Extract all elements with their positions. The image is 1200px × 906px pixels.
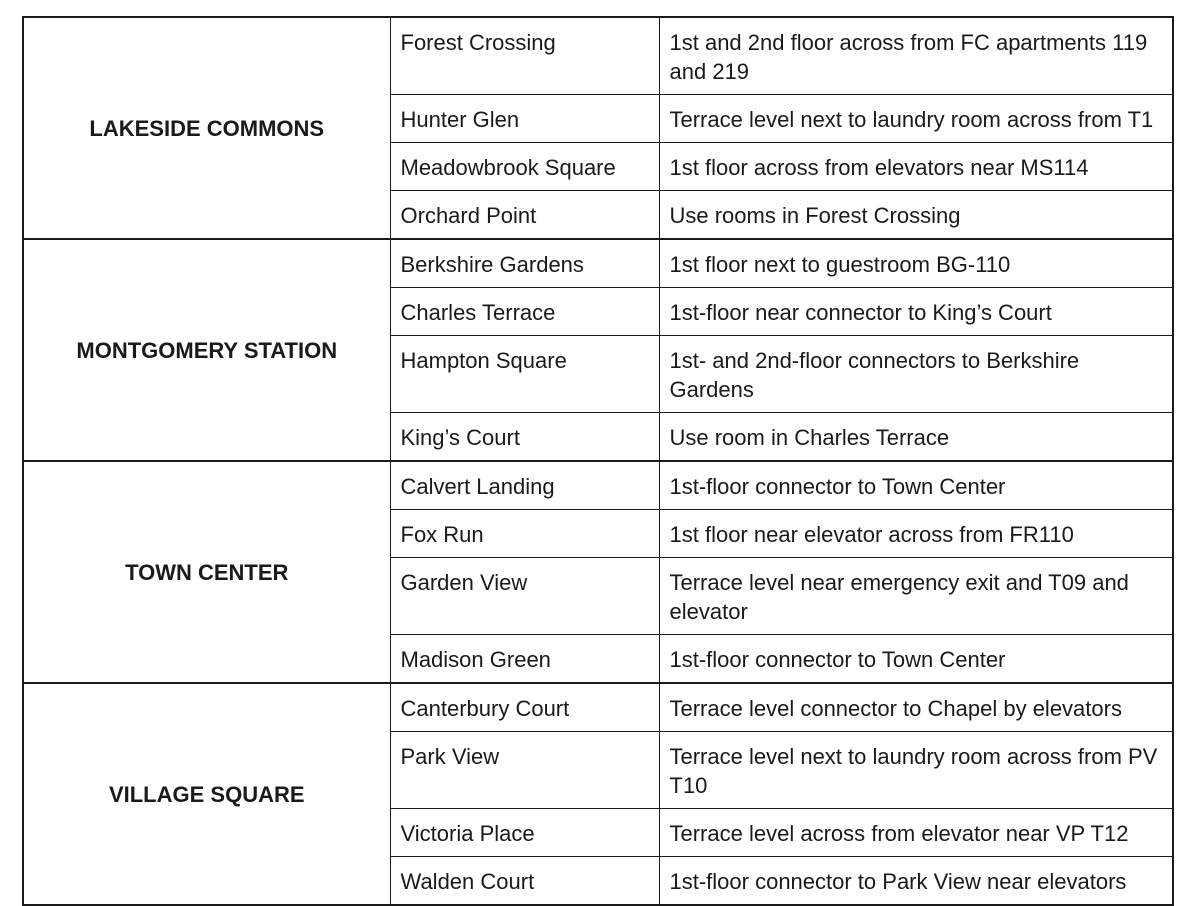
community-name: VILLAGE SQUARE [23, 683, 390, 905]
table-row [23, 461, 1173, 510]
community-name: TOWN CENTER [23, 461, 390, 683]
building-name: Calvert Landing [390, 461, 659, 510]
location-description: Terrace level near emergency exit and T09 and elevator [659, 558, 1173, 635]
location-description: 1st- and 2nd-floor connectors to Berkshire Gardens [659, 336, 1173, 413]
building-name: Forest Crossing [390, 17, 659, 95]
building-name: Meadowbrook Square [390, 143, 659, 191]
location-description: 1st floor next to guestroom BG-110 [659, 239, 1173, 288]
building-name: Hunter Glen [390, 95, 659, 143]
location-description: Terrace level next to laundry room across from PV T10 [659, 732, 1173, 809]
location-description: 1st-floor near connector to King’s Court [659, 288, 1173, 336]
building-name: Walden Court [390, 857, 659, 906]
building-name: Fox Run [390, 510, 659, 558]
building-name: Canterbury Court [390, 683, 659, 732]
location-description: Terrace level next to laundry room across from T1 [659, 95, 1173, 143]
building-name: King’s Court [390, 413, 659, 462]
building-name: Park View [390, 732, 659, 809]
location-description: Use room in Charles Terrace [659, 413, 1173, 462]
table-row [23, 17, 1173, 95]
building-name: Hampton Square [390, 336, 659, 413]
location-description: 1st floor across from elevators near MS114 [659, 143, 1173, 191]
building-name: Madison Green [390, 635, 659, 684]
building-name: Victoria Place [390, 809, 659, 857]
building-name: Orchard Point [390, 191, 659, 240]
location-description: 1st-floor connector to Town Center [659, 635, 1173, 684]
locations-table [22, 16, 1174, 906]
location-description: 1st and 2nd floor across from FC apartments 119 and 219 [659, 17, 1173, 95]
location-description: 1st-floor connector to Park View near elevators [659, 857, 1173, 906]
location-description: 1st-floor connector to Town Center [659, 461, 1173, 510]
location-description: Terrace level connector to Chapel by elevators [659, 683, 1173, 732]
building-name: Berkshire Gardens [390, 239, 659, 288]
location-description: Terrace level across from elevator near VP T12 [659, 809, 1173, 857]
building-name: Garden View [390, 558, 659, 635]
building-name: Charles Terrace [390, 288, 659, 336]
location-description: Use rooms in Forest Crossing [659, 191, 1173, 240]
community-name: LAKESIDE COMMONS [23, 17, 390, 239]
location-description: 1st floor near elevator across from FR110 [659, 510, 1173, 558]
community-name: MONTGOMERY STATION [23, 239, 390, 461]
table-row [23, 683, 1173, 732]
table-row [23, 239, 1173, 288]
